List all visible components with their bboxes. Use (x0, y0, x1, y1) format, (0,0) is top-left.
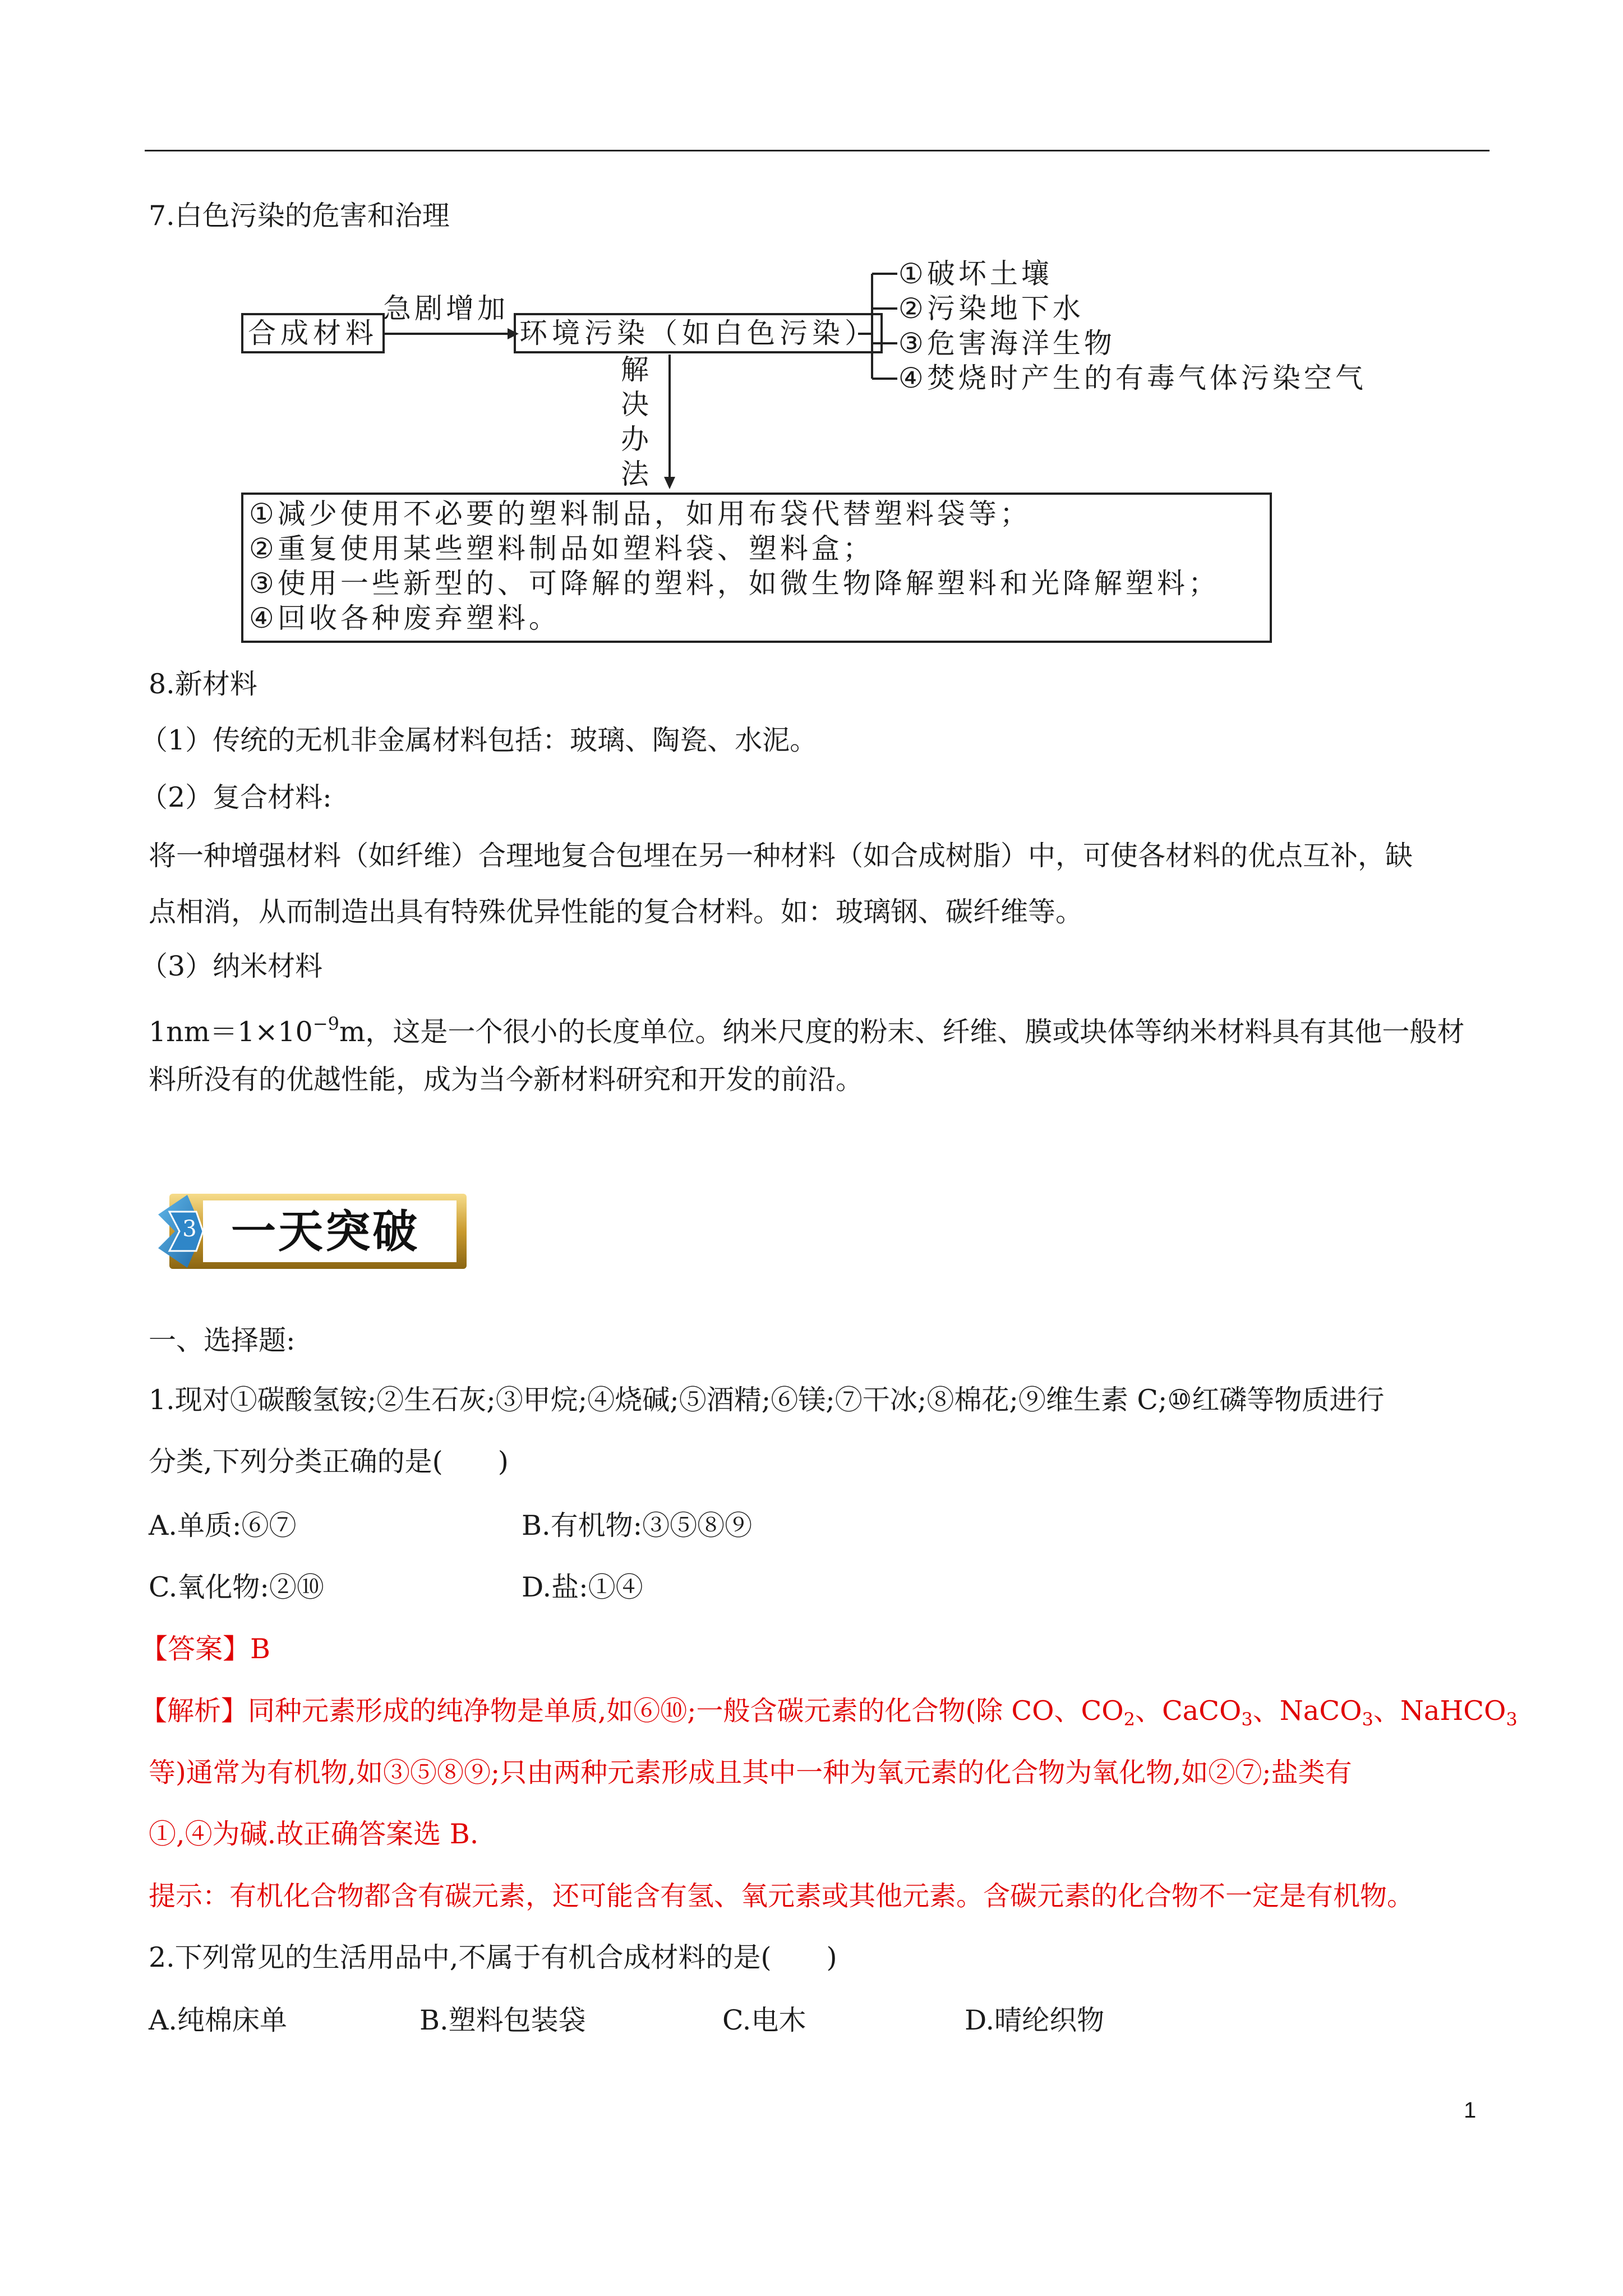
q1-stem-a: 1.现对①碳酸氢铵;②生石灰;③甲烷;④烧碱;⑤酒精;⑥镁;⑦干冰;⑧棉花;⑨维生素 C;⑩红磷等物质进行 (149, 1384, 1385, 1416)
section-banner (158, 1189, 472, 1273)
solution-label-char: 解 (621, 353, 649, 386)
q1-option-c: C.氧化物:②⑩ (149, 1571, 324, 1603)
solutions-box (241, 493, 1272, 643)
page-number: 1 (1464, 2098, 1477, 2123)
q2-option-a: A.纯棉床单 (149, 2004, 287, 2036)
solution-label-char: 决 (621, 388, 649, 421)
solution-label-char: 办 (621, 423, 649, 455)
solution-4: ④回收各种废弃塑料。 (249, 602, 560, 634)
section-8-p3b: 点相消，从而制造出具有特殊优异性能的复合材料。如：玻璃钢、碳纤维等。 (149, 896, 1083, 928)
harm-3: ③危害海洋生物 (898, 327, 1115, 360)
q1-analysis-line-1: 【解析】同种元素形成的纯净物是单质,如⑥⑩;一般含碳元素的化合物(除 CO、$CO_2$、CaCO$_3$、NaCO$_3$、NaHCO$_3$ (140, 1695, 1518, 1730)
solution-2: ②重复使用某些塑料制品如塑料袋、塑料盒； (249, 532, 874, 565)
questions-heading: 一、选择题: (149, 1324, 296, 1356)
sharp-increase-label: 急剧增加 (383, 292, 509, 325)
banner-number: 3 (182, 1216, 197, 1242)
harm-1: ①破坏土壤 (898, 257, 1053, 290)
q1-hint: 提示：有机化合物都含有碳元素，还可能含有氢、氧元素或其他元素。含碳元素的化合物不一定是有机物。 (149, 1880, 1414, 1912)
solution-3: ③使用一些新型的、可降解的塑料，如微生物降解塑料和光降解塑料； (249, 567, 1220, 600)
section-8-title: 8.新材料 (149, 668, 257, 700)
q1-option-b: B.有机物:③⑤⑧⑨ (522, 1510, 753, 1542)
section-8-p1: （1）传统的无机非金属材料包括：玻璃、陶瓷、水泥。 (140, 724, 818, 756)
section-8-p2: （2）复合材料: (140, 781, 332, 813)
q2-option-d: D.晴纶织物 (965, 2004, 1105, 2036)
q1-analysis-line-2: 等)通常为有机物,如③⑤⑧⑨;只由两种元素形成且其中一种为氧元素的化合物为氧化物,如②⑦;盐类有 (149, 1757, 1352, 1788)
harm-2: ②污染地下水 (898, 292, 1084, 325)
q1-option-d: D.盐:①④ (522, 1571, 643, 1603)
banner-title: 一天突破 (231, 1205, 419, 1258)
q1-answer: 【答案】B (140, 1633, 271, 1665)
solution-label-char: 法 (621, 458, 649, 490)
section-8-p5a: $1nm=1\times 10^{-9}m$，这是一个很小的长度单位。纳米尺度的粉末、纤维、膜或块体等纳米材料具有其他一般材 (149, 1013, 1465, 1048)
q2-option-b: B.塑料包装袋 (419, 2004, 586, 2036)
synthetic-materials-box: 合成材料 (241, 313, 385, 353)
harm-4: ④焚烧时产生的有毒气体污染空气 (898, 362, 1367, 394)
q1-analysis-line-3: ①,④为碱.故正确答案选 B. (149, 1818, 479, 1850)
section-8-p5b: 料所没有的优越性能，成为当今新材料研究和开发的前沿。 (149, 1064, 864, 1096)
section-8-p4: （3）纳米材料 (140, 950, 323, 982)
section-8-p3a: 将一种增强材料（如纤维）合理地复合包埋在另一种材料（如合成树脂）中，可使各材料的优点互补，缺 (149, 840, 1413, 872)
environment-pollution-box: 环境污染（如白色污染） (514, 313, 883, 353)
solution-1: ①减少使用不必要的塑料制品，如用布袋代替塑料袋等； (249, 498, 1031, 530)
q2-stem: 2.下列常见的生活用品中,不属于有机合成材料的是( ) (149, 1941, 837, 1973)
q1-option-a: A.单质:⑥⑦ (149, 1510, 297, 1542)
q1-stem-b: 分类,下列分类正确的是( ) (149, 1446, 509, 1478)
q2-option-c: C.电木 (722, 2004, 806, 2036)
section-7-title: 7.白色污染的危害和治理 (149, 200, 450, 232)
